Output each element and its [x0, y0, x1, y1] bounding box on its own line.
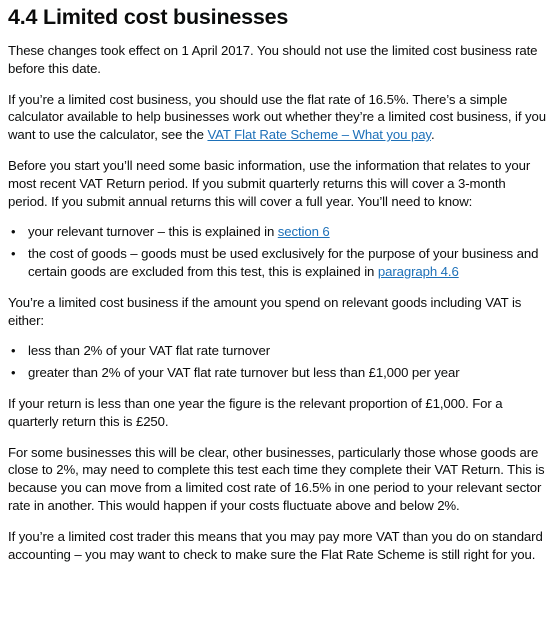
list-item: [28, 245, 546, 281]
list-item: [28, 223, 546, 241]
effective-date-paragraph: These changes took effect on 1 April 2017. You should not use the limited cost business rate before this date.: [8, 43, 538, 76]
list-item: • less than 2% of your VAT flat rate turnover: [28, 342, 546, 360]
vat-flat-rate-scheme-link[interactable]: VAT Flat Rate Scheme – What you pay: [207, 127, 431, 143]
list-item-text: the cost of goods – goods must be used exclusively for the purpose of your business and certain goods are excluded from this test, this is explained in: [28, 246, 539, 279]
proportion-paragraph: If your return is less than one year the figure is the relevant proportion of £1,000. For a quarterly return this is £250.: [8, 395, 503, 429]
calculator-paragraph-end: .: [430, 127, 435, 143]
calculator-paragraph-text: If you’re a limited cost business, you should use the flat rate of 16.5%. There’s a simple calculator available to help businesses work out whether they’re a limited cost business, if you want to use the calculator, see the: [8, 91, 546, 143]
section-6-link[interactable]: section 6: [277, 224, 330, 240]
paragraph-4-6-link[interactable]: paragraph 4.6: [377, 263, 459, 279]
limited-cost-trader-paragraph: If you’re a limited cost trader this means that you may pay more VAT than you do on standard accounting – you may want to check to make sure the Flat Rate Scheme is still right for you.: [8, 528, 543, 562]
list-item: • greater than 2% of your VAT flat rate turnover but less than £1,000 per year: [28, 364, 546, 382]
calculator-paragraph: [8, 91, 546, 144]
section-heading: 4.4 Limited cost businesses: [8, 5, 289, 29]
basic-information-paragraph: Before you start you’ll need some basic information, use the information that relates to your most recent VAT Return period. If you submit quarterly returns this will cover a 3-month period. If you submit annual returns this will cover a full year. You’ll need to know:: [8, 157, 531, 209]
fluctuation-paragraph: For some businesses this will be clear, other businesses, particularly those whose goods are close to 2%, may need to complete this test each time they complete their VAT Return. This is because you can move from a limited cost rate of 16.5% in one period to your relevant sector rate in another. This would happen if your costs fluctuate above and below 2%.: [8, 444, 545, 513]
limited-cost-criteria-list: [8, 342, 546, 382]
limited-cost-definition-paragraph: You’re a limited cost business if the amount you spend on relevant goods including VAT is either:: [8, 294, 522, 328]
list-item-text: your relevant turnover – this is explained in: [28, 224, 278, 240]
information-needed-list: [8, 223, 546, 280]
